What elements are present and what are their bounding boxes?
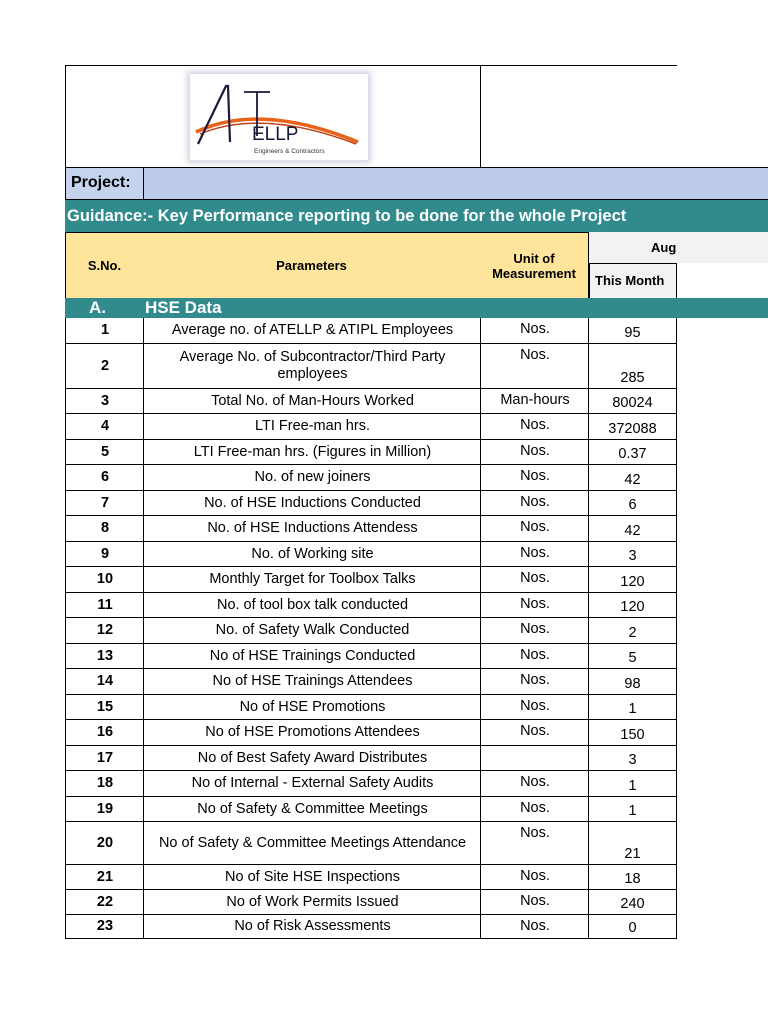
row-value[interactable]: 120 (588, 593, 677, 618)
row-value[interactable]: 6 (588, 491, 677, 516)
row-sno: 18 (65, 771, 144, 797)
row-parameter: No of Risk Assessments (143, 915, 481, 939)
row-sno: 13 (65, 644, 144, 669)
row-unit: Nos. (480, 593, 589, 618)
row-value[interactable]: 1 (588, 695, 677, 720)
row-unit: Nos. (480, 414, 589, 440)
row-sno: 22 (65, 890, 144, 915)
svg-text:ELLP: ELLP (252, 124, 299, 145)
header-unit: Unit of Measurement (480, 232, 589, 299)
row-unit: Nos. (480, 644, 589, 669)
row-value[interactable]: 21 (588, 822, 677, 865)
logo-cell (65, 65, 677, 168)
row-unit: Nos. (480, 669, 589, 695)
row-value[interactable]: 0.37 (588, 440, 677, 465)
guidance-banner: Guidance:- Key Performance reporting to be done for the whole Project (65, 200, 768, 232)
row-value[interactable]: 150 (588, 720, 677, 746)
project-value-field[interactable] (144, 167, 768, 200)
row-parameter: No. of Safety Walk Conducted (143, 618, 481, 644)
row-sno: 3 (65, 389, 144, 414)
row-sno: 9 (65, 542, 144, 567)
header-this-month: This Month (589, 263, 677, 299)
row-parameter: Average no. of ATELLP & ATIPL Employees (143, 318, 481, 344)
row-value[interactable]: 3 (588, 746, 677, 771)
row-parameter: No. of new joiners (143, 465, 481, 491)
row-parameter: Total No. of Man-Hours Worked (143, 389, 481, 414)
row-parameter: No of HSE Promotions Attendees (143, 720, 481, 746)
row-unit: Nos. (480, 695, 589, 720)
row-sno: 20 (65, 822, 144, 865)
row-parameter: No. of tool box talk conducted (143, 593, 481, 618)
row-parameter: Monthly Target for Toolbox Talks (143, 567, 481, 593)
row-value[interactable]: 285 (588, 344, 677, 389)
row-value[interactable]: 3 (588, 542, 677, 567)
row-unit: Nos. (480, 465, 589, 491)
project-label: Project: (65, 167, 144, 200)
row-parameter: No of Best Safety Award Distributes (143, 746, 481, 771)
row-unit: Nos. (480, 516, 589, 542)
row-value[interactable]: 18 (588, 865, 677, 890)
row-unit: Nos. (480, 797, 589, 822)
row-unit: Nos. (480, 344, 589, 389)
logo-divider (480, 65, 481, 168)
row-sno: 4 (65, 414, 144, 440)
row-value[interactable]: 240 (588, 890, 677, 915)
row-unit: Nos. (480, 822, 589, 865)
row-sno: 8 (65, 516, 144, 542)
row-unit: Nos. (480, 720, 589, 746)
row-sno: 15 (65, 695, 144, 720)
row-parameter: No of Work Permits Issued (143, 890, 481, 915)
header-month: Aug (589, 232, 768, 263)
row-sno: 2 (65, 344, 144, 389)
section-title: HSE Data (145, 298, 222, 317)
row-sno: 6 (65, 465, 144, 491)
row-value[interactable]: 120 (588, 567, 677, 593)
row-value[interactable]: 42 (588, 465, 677, 491)
row-unit (480, 746, 589, 771)
row-sno: 19 (65, 797, 144, 822)
row-value[interactable]: 5 (588, 644, 677, 669)
row-sno: 21 (65, 865, 144, 890)
row-sno: 1 (65, 318, 144, 344)
row-parameter: No. of Working site (143, 542, 481, 567)
row-value[interactable]: 1 (588, 771, 677, 797)
row-unit: Nos. (480, 318, 589, 344)
row-parameter: No of Site HSE Inspections (143, 865, 481, 890)
svg-text:Engineers & Contractors: Engineers & Contractors (254, 148, 325, 155)
row-unit: Nos. (480, 491, 589, 516)
atellp-logo-icon (190, 74, 368, 160)
row-sno: 14 (65, 669, 144, 695)
row-parameter: No of HSE Promotions (143, 695, 481, 720)
row-unit: Nos. (480, 915, 589, 939)
row-parameter: Average No. of Subcontractor/Third Party employees (143, 344, 481, 389)
row-sno: 5 (65, 440, 144, 465)
header-parameters: Parameters (143, 232, 481, 299)
row-value[interactable]: 42 (588, 516, 677, 542)
row-value[interactable]: 0 (588, 915, 677, 939)
row-parameter: No of Internal - External Safety Audits (143, 771, 481, 797)
row-unit: Nos. (480, 542, 589, 567)
section-header (65, 298, 768, 318)
row-parameter: LTI Free-man hrs. (Figures in Million) (143, 440, 481, 465)
row-value[interactable]: 2 (588, 618, 677, 644)
row-unit: Nos. (480, 865, 589, 890)
row-unit: Nos. (480, 890, 589, 915)
row-unit: Nos. (480, 771, 589, 797)
row-sno: 10 (65, 567, 144, 593)
section-letter: A. (89, 298, 106, 317)
row-parameter: No of HSE Trainings Conducted (143, 644, 481, 669)
row-parameter: No of Safety & Committee Meetings Attendance (143, 822, 481, 865)
row-sno: 12 (65, 618, 144, 644)
row-parameter: No of HSE Trainings Attendees (143, 669, 481, 695)
row-value[interactable]: 95 (588, 318, 677, 344)
header-sno: S.No. (65, 232, 144, 299)
row-unit: Nos. (480, 618, 589, 644)
row-sno: 16 (65, 720, 144, 746)
row-unit: Nos. (480, 440, 589, 465)
row-parameter: No. of HSE Inductions Conducted (143, 491, 481, 516)
row-sno: 17 (65, 746, 144, 771)
row-parameter: No. of HSE Inductions Attendess (143, 516, 481, 542)
row-parameter: LTI Free-man hrs. (143, 414, 481, 440)
row-value[interactable]: 80024 (588, 389, 677, 414)
row-sno: 7 (65, 491, 144, 516)
row-sno: 11 (65, 593, 144, 618)
row-value[interactable]: 372088 (588, 414, 677, 440)
row-unit: Man-hours (480, 389, 589, 414)
row-value[interactable]: 1 (588, 797, 677, 822)
row-value[interactable]: 98 (588, 669, 677, 695)
row-parameter: No of Safety & Committee Meetings (143, 797, 481, 822)
company-logo (190, 74, 368, 160)
row-sno: 23 (65, 915, 144, 939)
row-unit: Nos. (480, 567, 589, 593)
